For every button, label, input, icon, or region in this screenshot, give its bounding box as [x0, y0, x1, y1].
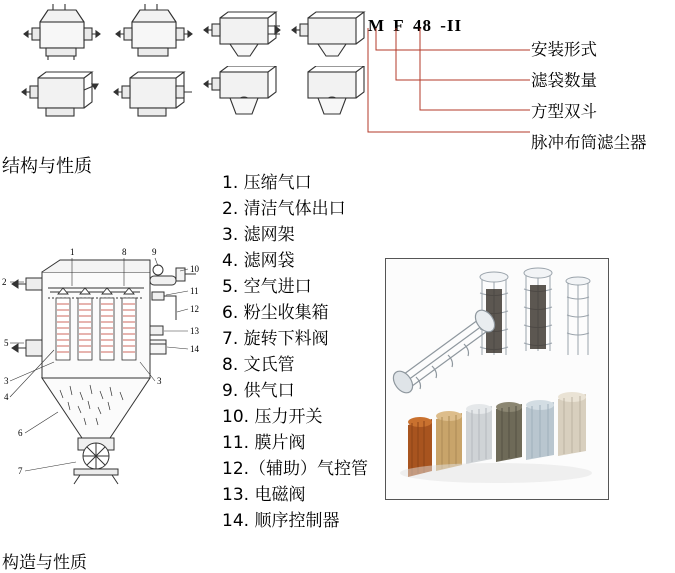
code-legend-item-4: 脉冲布筒滤尘器	[531, 133, 647, 152]
list-item: 14. 顺序控制器	[222, 511, 340, 531]
callout-14: 14	[190, 344, 199, 354]
list-item: 6. 粉尘收集箱	[222, 303, 329, 323]
machine-orientation-icons	[0, 0, 360, 135]
callout-13: 13	[190, 326, 199, 336]
model-code-part-4: -II	[440, 16, 463, 35]
list-item: 7. 旋转下料阀	[222, 329, 329, 349]
filter-bags-photo	[386, 259, 608, 499]
callout-2: 2	[2, 277, 7, 287]
machine-icon-7	[202, 66, 286, 128]
code-legend-item-2: 滤袋数量	[531, 71, 597, 90]
callout-3-right: 3	[157, 376, 162, 386]
callout-6: 6	[18, 428, 23, 438]
model-code-part-3: 48	[412, 16, 432, 35]
list-item: 11. 膜片阀	[222, 433, 306, 453]
model-code-part-2: F	[393, 16, 405, 35]
bottom-partial-text: 构造与性质	[2, 553, 87, 573]
model-code-leader-lines	[362, 28, 532, 133]
dust-collector-diagram	[0, 240, 215, 510]
code-legend-item-3: 方型双斗	[531, 102, 597, 121]
callout-8: 8	[122, 247, 127, 257]
callout-5: 5	[4, 338, 9, 348]
callout-11: 11	[190, 286, 199, 296]
callout-1: 1	[70, 247, 75, 257]
machine-icon-1	[18, 4, 102, 62]
callout-10: 10	[190, 264, 199, 274]
code-legend-item-1: 安装形式	[531, 40, 597, 59]
callout-3-left: 3	[4, 376, 9, 386]
section-title: 结构与性质	[2, 156, 92, 177]
machine-icon-6	[110, 70, 194, 128]
callout-12: 12	[190, 304, 199, 314]
parts-list	[222, 170, 382, 534]
list-item: 12.（辅助）气控管	[222, 459, 369, 479]
list-item: 13. 电磁阀	[222, 485, 306, 505]
callout-4: 4	[4, 392, 9, 402]
list-item: 10. 压力开关	[222, 407, 323, 427]
machine-icon-2	[110, 4, 194, 62]
list-item: 8. 文氏管	[222, 355, 295, 375]
machine-icon-5	[18, 70, 102, 128]
list-item: 2. 清洁气体出口	[222, 199, 346, 219]
product-photo-panel	[385, 258, 609, 500]
list-item: 1. 压缩气口	[222, 173, 312, 193]
list-item: 4. 滤网袋	[222, 251, 295, 271]
callout-9: 9	[152, 247, 157, 257]
list-item: 9. 供气口	[222, 381, 295, 401]
model-code-part-1: M	[368, 16, 386, 35]
callout-7: 7	[18, 466, 23, 476]
machine-icon-3	[202, 8, 286, 62]
list-item: 5. 空气进口	[222, 277, 312, 297]
list-item: 3. 滤网架	[222, 225, 295, 245]
